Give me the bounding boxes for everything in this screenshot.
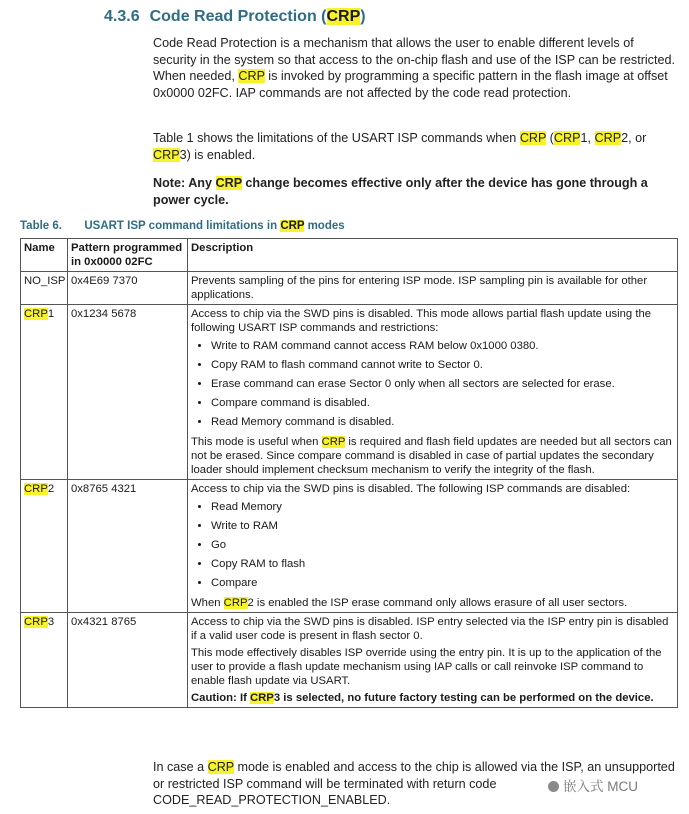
crp-highlight: CRP	[24, 483, 48, 495]
header-name: Name	[21, 239, 68, 272]
table-label: Table 6.	[20, 220, 62, 232]
text-span: Note: Any	[153, 176, 216, 190]
text-span: This mode is useful when	[191, 436, 322, 448]
header-pattern: Pattern programmed in 0x0000 02FC	[68, 239, 188, 272]
description-paragraph: Access to chip via the SWD pins is disabled. ISP entry selected via the ISP entry pin is disabled if a valid user code is present in flash sector 0.	[191, 616, 669, 642]
description-paragraph: This mode effectively disables ISP override using the entry pin. It is up to the application of the user to provide a flash update mechanism using IAP calls or call reinvoke ISP command to enable flash update via USART.	[191, 647, 662, 687]
row-description	[188, 305, 678, 480]
header-description: Description	[188, 239, 678, 272]
table-header-row	[21, 239, 678, 272]
caution-text	[191, 691, 674, 705]
list-item: • Compare	[211, 574, 674, 593]
text-span: change becomes effective only after the device has gone through a power cycle.	[153, 176, 648, 207]
section-title-close: )	[360, 8, 366, 25]
table-row	[21, 613, 678, 708]
section-number: 4.3.6	[104, 8, 140, 25]
isp-limitations-table	[20, 238, 678, 708]
watermark-text: 嵌入式 MCU	[563, 779, 638, 794]
text-span: 3) is enabled.	[179, 147, 256, 162]
row-name: NO_ISP	[21, 272, 68, 305]
list-item: • Read Memory command is disabled.	[211, 413, 674, 432]
text-span: When	[191, 597, 224, 609]
text-span: 2	[47, 483, 55, 495]
row-description: Prevents sampling of the pins for entering ISP mode. ISP sampling pin is available for other applications.	[188, 272, 678, 305]
text-span: 2 is enabled the ISP erase command only allows erasure of all user sectors.	[247, 597, 628, 609]
section-heading	[104, 8, 366, 26]
description-intro: Access to chip via the SWD pins is disabled. This mode allows partial flash update using the following USART ISP commands and restrictions:	[191, 308, 652, 334]
crp-highlight: CRP	[249, 692, 274, 704]
intro-paragraph	[153, 35, 679, 101]
text-span: is required and flash field updates are needed but all sectors can not be erased. Since compare command is disabled in case of partial updates the secondary loader should implement checksum mechanism to verify the integrity of the flash.	[191, 436, 672, 476]
table-row	[21, 480, 678, 613]
list-item: • Read Memory	[211, 498, 674, 517]
list-item: • Go	[211, 536, 674, 555]
row-pattern: 0x4E69 7370	[68, 272, 188, 305]
table-row	[21, 272, 678, 305]
text-span: USART ISP command limitations in	[84, 220, 281, 232]
row-pattern: 0x8765 4321	[68, 480, 188, 613]
crp-highlight: CRP	[238, 69, 265, 83]
crp-highlight: CRP	[24, 616, 48, 628]
wechat-icon	[548, 781, 559, 792]
disabled-command-list	[191, 498, 674, 593]
row-pattern: 0x4321 8765	[68, 613, 188, 708]
crp-highlight: CRP	[280, 220, 305, 232]
table-reference-paragraph	[153, 130, 679, 163]
crp-highlight: CRP	[207, 760, 234, 774]
text-span: 3	[47, 616, 55, 628]
row-name	[21, 613, 68, 708]
section-title-text: Code Read Protection (	[149, 8, 327, 25]
note-paragraph	[153, 175, 679, 208]
list-item: • Erase command can erase Sector 0 only when all sectors are selected for erase.	[211, 375, 674, 394]
text-span: 1,	[580, 131, 595, 145]
text-span: Caution: If	[191, 692, 250, 704]
text-span: 2, or	[621, 131, 647, 145]
crp-highlight: CRP	[594, 131, 622, 145]
description-intro: Access to chip via the SWD pins is disabled. The following ISP commands are disabled:	[191, 483, 631, 495]
table-row	[21, 305, 678, 480]
text-span: Code Read Protection is a mechanism that allows the user to enable different levels of security in the system so that access to the on-chip flash and use of the ISP can be restricted. When needed,	[153, 36, 675, 83]
row-pattern: 0x1234 5678	[68, 305, 188, 480]
row-description	[188, 480, 678, 613]
row-name	[21, 305, 68, 480]
text-span: modes	[304, 220, 345, 232]
watermark	[548, 775, 638, 795]
crp-highlight: CRP	[153, 147, 180, 162]
text-span: 3 is selected, no future factory testing can be performed on the device.	[273, 692, 654, 704]
crp-highlight: CRP	[24, 308, 48, 320]
row-description	[188, 613, 678, 708]
list-item: • Copy RAM to flash	[211, 555, 674, 574]
description-outro	[191, 596, 674, 610]
crp-highlight: CRP	[326, 8, 361, 25]
text-span: mode is enabled and access to the chip is allowed via the ISP, an unsupported or restricted ISP command will be terminated with return code CODE_READ_PROTECTION_ENABLED.	[153, 760, 675, 807]
restriction-list	[191, 337, 674, 432]
text-span: (	[546, 131, 554, 145]
crp-highlight: CRP	[321, 436, 346, 448]
crp-highlight: CRP	[215, 176, 242, 190]
description-outro	[191, 435, 674, 477]
crp-highlight: CRP	[223, 597, 248, 609]
list-item: • Write to RAM command cannot access RAM below 0x1000 0380.	[211, 337, 674, 356]
text-span: In case a	[153, 760, 208, 774]
list-item: • Copy RAM to flash command cannot write to Sector 0.	[211, 356, 674, 375]
row-name	[21, 480, 68, 613]
list-item: • Compare command is disabled.	[211, 394, 674, 413]
text-span: is invoked by programming a specific pattern in the flash image at offset 0x0000 02FC. IAP commands are not affected by the code read protection.	[153, 69, 668, 100]
list-item: • Write to RAM	[211, 517, 674, 536]
crp-highlight: CRP	[553, 131, 581, 145]
text-span: Table 1 shows the limitations of the USART ISP commands when	[153, 131, 520, 145]
crp-highlight: CRP	[519, 131, 547, 145]
table-caption	[20, 220, 345, 232]
text-span: 1	[47, 308, 55, 320]
